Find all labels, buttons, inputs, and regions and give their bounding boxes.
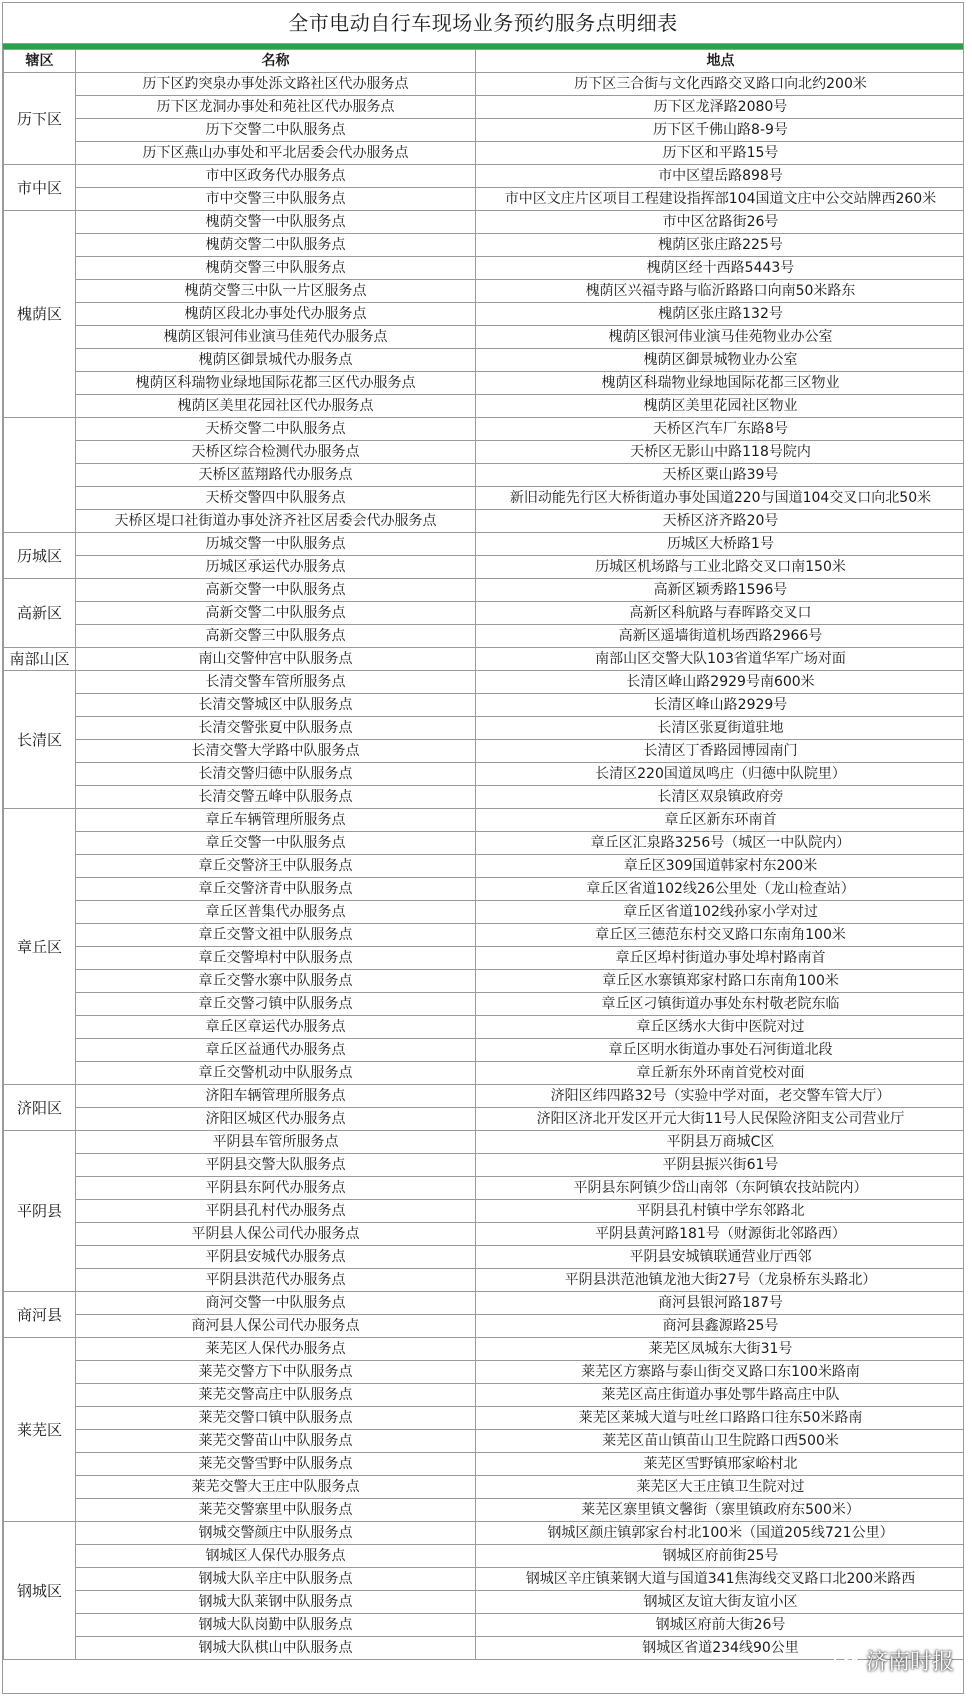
service-point-name: 商河交警一中队服务点 (76, 1292, 476, 1315)
district-cell: 槐荫区 (4, 211, 76, 418)
service-point-location: 钢城区友谊大街友谊小区 (476, 1591, 965, 1614)
service-point-location: 莱芜区方寨路与泰山街交叉路口东100米路南 (476, 1361, 965, 1384)
service-point-name: 钢城区人保代办服务点 (76, 1545, 476, 1568)
table-row (4, 556, 965, 579)
service-point-name: 槐荫区御景城代办服务点 (76, 349, 476, 372)
service-point-location: 莱芜区莱城大道与吐丝口路路口往东50米路南 (476, 1407, 965, 1430)
table-row (4, 1085, 965, 1108)
service-point-location: 济阳区纬四路32号（实验中学对面，老交警车管大厅） (476, 1085, 965, 1108)
service-point-location: 市中区文庄片区项目工程建设指挥部104国道文庄中公交站牌西260米 (476, 188, 965, 211)
service-point-name: 槐荫交警三中队服务点 (76, 257, 476, 280)
service-point-location: 槐荫区美里花园社区物业 (476, 395, 965, 418)
table-row (4, 970, 965, 993)
service-point-location: 天桥区济齐路20号 (476, 510, 965, 533)
service-point-name: 章丘车辆管理所服务点 (76, 809, 476, 832)
table-row (4, 1039, 965, 1062)
table-row (4, 395, 965, 418)
table-row (4, 1384, 965, 1407)
table-row (4, 1522, 965, 1545)
service-point-name: 商河县人保公司代办服务点 (76, 1315, 476, 1338)
service-point-location: 新旧动能先行区大桥街道办事处国道220与国道104交叉口向北50米 (476, 487, 965, 510)
table-row (4, 740, 965, 763)
service-point-location: 长清区峰山路2929号 (476, 694, 965, 717)
service-point-name: 长清交警归德中队服务点 (76, 763, 476, 786)
table-row (4, 326, 965, 349)
district-cell: 钢城区 (4, 1522, 76, 1660)
district-cell: 高新区 (4, 579, 76, 648)
service-point-location: 莱芜区雪野镇邢家峪村北 (476, 1453, 965, 1476)
service-point-location: 平阴县黄河路181号（财源街北邻路西） (476, 1223, 965, 1246)
service-point-location: 章丘区省道102线26公里处（龙山检查站） (476, 878, 965, 901)
service-point-name: 钢城大队岗勤中队服务点 (76, 1614, 476, 1637)
service-point-location: 历下区千佛山路8-9号 (476, 119, 965, 142)
table-row (4, 1499, 965, 1522)
district-cell: 长清区 (4, 671, 76, 809)
district-cell: 章丘区 (4, 809, 76, 1085)
service-point-location: 章丘区明水街道办事处石河街道北段 (476, 1039, 965, 1062)
service-point-name: 莱芜交警大王庄中队服务点 (76, 1476, 476, 1499)
service-point-location: 平阴县振兴街61号 (476, 1154, 965, 1177)
service-point-location: 南部山区交警大队103省道华军广场对面 (476, 648, 965, 671)
table-row (4, 211, 965, 234)
table-row (4, 579, 965, 602)
service-point-name: 章丘交警刁镇中队服务点 (76, 993, 476, 1016)
service-point-location: 历下区三合街与文化西路交叉路口向北约200米 (476, 73, 965, 96)
service-point-name: 长清交警张夏中队服务点 (76, 717, 476, 740)
service-point-location: 槐荫区经十西路5443号 (476, 257, 965, 280)
service-point-name: 长清交警大学路中队服务点 (76, 740, 476, 763)
service-point-location: 钢城区颜庄镇郭家台村北100米（国道205线721公里） (476, 1522, 965, 1545)
table-row (4, 855, 965, 878)
table-row (4, 1131, 965, 1154)
table-row (4, 188, 965, 211)
service-point-name: 钢城大队棋山中队服务点 (76, 1637, 476, 1660)
service-point-name: 历下区龙洞办事处和苑社区代办服务点 (76, 96, 476, 119)
service-point-name: 槐荫区银河伟业演马佳苑代办服务点 (76, 326, 476, 349)
service-point-location: 莱芜区苗山镇苗山卫生院路口西500米 (476, 1430, 965, 1453)
table-row (4, 349, 965, 372)
table-row (4, 73, 965, 96)
service-point-location: 天桥区汽车厂东路8号 (476, 418, 965, 441)
service-point-name: 历城交警一中队服务点 (76, 533, 476, 556)
service-point-location: 平阴县东阿镇少岱山南邻（东阿镇农技站院内） (476, 1177, 965, 1200)
district-cell: 莱芜区 (4, 1338, 76, 1522)
table-row (4, 464, 965, 487)
table-row (4, 763, 965, 786)
table-row (4, 533, 965, 556)
service-point-name: 平阴县人保公司代办服务点 (76, 1223, 476, 1246)
table-row (4, 257, 965, 280)
service-point-location: 天桥区无影山中路118号院内 (476, 441, 965, 464)
table-row (4, 993, 965, 1016)
service-point-name: 章丘交警文祖中队服务点 (76, 924, 476, 947)
service-point-name: 槐荫区美里花园社区代办服务点 (76, 395, 476, 418)
table-row (4, 786, 965, 809)
service-point-location: 平阴县孔村镇中学东邻路北 (476, 1200, 965, 1223)
service-point-name: 平阴县东阿代办服务点 (76, 1177, 476, 1200)
service-point-location: 钢城区辛庄镇莱钢大道与国道341焦海线交叉路口北200米路西 (476, 1568, 965, 1591)
header-row (4, 50, 965, 73)
table-row (4, 1430, 965, 1453)
service-point-name: 历下区燕山办事处和平北居委会代办服务点 (76, 142, 476, 165)
service-point-location: 章丘区水寨镇郑家村路口东南角100米 (476, 970, 965, 993)
service-point-location: 商河县鑫源路25号 (476, 1315, 965, 1338)
service-point-location: 高新区颖秀路1596号 (476, 579, 965, 602)
service-point-name: 章丘交警机动中队服务点 (76, 1062, 476, 1085)
table-row (4, 372, 965, 395)
district-cell (4, 418, 76, 533)
table-row (4, 924, 965, 947)
table-row (4, 1177, 965, 1200)
service-point-name: 钢城大队辛庄中队服务点 (76, 1568, 476, 1591)
service-point-location: 钢城区府前大街26号 (476, 1614, 965, 1637)
service-point-location: 莱芜区凤城东大街31号 (476, 1338, 965, 1361)
service-point-location: 平阴县万商城C区 (476, 1131, 965, 1154)
service-point-location: 章丘新东外环南首党校对面 (476, 1062, 965, 1085)
header-location: 地点 (476, 50, 965, 73)
table-row (4, 717, 965, 740)
service-point-name: 平阴县洪范代办服务点 (76, 1269, 476, 1292)
service-point-location: 长清区双泉镇政府旁 (476, 786, 965, 809)
district-cell: 商河县 (4, 1292, 76, 1338)
table-row (4, 1154, 965, 1177)
table-row (4, 648, 965, 671)
service-point-location: 章丘区埠村街道办事处埠村路南首 (476, 947, 965, 970)
service-point-name: 高新交警一中队服务点 (76, 579, 476, 602)
header-name: 名称 (76, 50, 476, 73)
table-row (4, 165, 965, 188)
district-cell: 济阳区 (4, 1085, 76, 1131)
service-point-name: 历下交警二中队服务点 (76, 119, 476, 142)
service-point-location: 历下区龙泽路2080号 (476, 96, 965, 119)
district-cell: 平阴县 (4, 1131, 76, 1292)
service-point-name: 莱芜交警方下中队服务点 (76, 1361, 476, 1384)
header-district: 辖区 (4, 50, 76, 73)
service-point-name: 南山交警仲宫中队服务点 (76, 648, 476, 671)
table-row (4, 1062, 965, 1085)
table-row (4, 1476, 965, 1499)
service-point-name: 高新交警三中队服务点 (76, 625, 476, 648)
service-point-location: 长清区220国道凤鸣庄（归德中队院里） (476, 763, 965, 786)
service-point-name: 济阳区城区代办服务点 (76, 1108, 476, 1131)
service-point-name: 平阴县车管所服务点 (76, 1131, 476, 1154)
service-point-location: 平阴县安城镇联通营业厅西邻 (476, 1246, 965, 1269)
table-title: 全市电动自行车现场业务预约服务点明细表 (3, 3, 963, 44)
table-row (4, 1407, 965, 1430)
table-row (4, 441, 965, 464)
service-point-location: 钢城区省道234线90公里 (476, 1637, 965, 1660)
service-point-name: 历下区趵突泉办事处泺文路社区代办服务点 (76, 73, 476, 96)
service-point-location: 章丘区三德范东村交叉路口东南角100米 (476, 924, 965, 947)
service-point-name: 章丘区益通代办服务点 (76, 1039, 476, 1062)
service-point-location: 槐荫区银河伟业演马佳苑物业办公室 (476, 326, 965, 349)
service-point-name: 章丘交警济青中队服务点 (76, 878, 476, 901)
table-row (4, 119, 965, 142)
table-row (4, 1200, 965, 1223)
service-point-name: 槐荫交警一中队服务点 (76, 211, 476, 234)
service-point-location: 历城区大桥路1号 (476, 533, 965, 556)
service-point-name: 天桥交警二中队服务点 (76, 418, 476, 441)
table-row (4, 809, 965, 832)
service-point-location: 槐荫区御景城物业办公室 (476, 349, 965, 372)
service-point-name: 济阳车辆管理所服务点 (76, 1085, 476, 1108)
service-point-location: 章丘区刁镇街道办事处东村敬老院东临 (476, 993, 965, 1016)
service-point-location: 天桥区粟山路39号 (476, 464, 965, 487)
service-point-name: 莱芜交警高庄中队服务点 (76, 1384, 476, 1407)
table-row (4, 625, 965, 648)
service-point-location: 章丘区309国道韩家村东200米 (476, 855, 965, 878)
service-points-table (3, 49, 964, 1660)
table-row (4, 510, 965, 533)
table-row (4, 1269, 965, 1292)
table-row (4, 142, 965, 165)
service-point-location: 市中区岔路街26号 (476, 211, 965, 234)
table-row (4, 1568, 965, 1591)
service-point-location: 历城区机场路与工业北路交叉口南150米 (476, 556, 965, 579)
service-point-name: 平阴县交警大队服务点 (76, 1154, 476, 1177)
service-point-name: 平阴县安城代办服务点 (76, 1246, 476, 1269)
service-point-name: 钢城大队莱钢中队服务点 (76, 1591, 476, 1614)
table-row (4, 1292, 965, 1315)
service-point-location: 章丘区汇泉路3256号（城区一中队院内） (476, 832, 965, 855)
service-point-name: 章丘交警水寨中队服务点 (76, 970, 476, 993)
service-point-location: 长清区峰山路2929号南600米 (476, 671, 965, 694)
table-row (4, 280, 965, 303)
service-point-name: 长清交警城区中队服务点 (76, 694, 476, 717)
service-point-location: 高新区遥墙街道机场西路2966号 (476, 625, 965, 648)
schedule-sheet (2, 2, 964, 1694)
service-point-location: 槐荫区张庄路132号 (476, 303, 965, 326)
service-point-name: 槐荫区段北办事处代办服务点 (76, 303, 476, 326)
service-point-location: 商河县银河路187号 (476, 1292, 965, 1315)
table-row (4, 1591, 965, 1614)
service-point-location: 莱芜区寨里镇文馨街（寨里镇政府东500米） (476, 1499, 965, 1522)
table-row (4, 694, 965, 717)
table-row (4, 1108, 965, 1131)
service-point-name: 长清交警车管所服务点 (76, 671, 476, 694)
table-row (4, 1361, 965, 1384)
watermark-text: 济南时报 (865, 1650, 954, 1675)
table-row (4, 1223, 965, 1246)
table-row (4, 1246, 965, 1269)
service-point-location: 章丘区绣水大街中医院对过 (476, 1016, 965, 1039)
district-cell: 历城区 (4, 533, 76, 579)
service-point-location: 长清区丁香路园博园南门 (476, 740, 965, 763)
service-point-name: 章丘交警埠村中队服务点 (76, 947, 476, 970)
service-point-name: 历城区承运代办服务点 (76, 556, 476, 579)
service-point-name: 钢城交警颜庄中队服务点 (76, 1522, 476, 1545)
service-point-location: 章丘区新东环南首 (476, 809, 965, 832)
service-point-name: 天桥交警四中队服务点 (76, 487, 476, 510)
table-row (4, 1016, 965, 1039)
service-point-name: 平阴县孔村代办服务点 (76, 1200, 476, 1223)
table-row (4, 96, 965, 119)
table-row (4, 418, 965, 441)
service-point-name: 槐荫交警二中队服务点 (76, 234, 476, 257)
service-point-name: 高新交警二中队服务点 (76, 602, 476, 625)
table-row (4, 1338, 965, 1361)
table-row (4, 602, 965, 625)
table-row (4, 947, 965, 970)
table-row (4, 901, 965, 924)
service-point-name: 莱芜区人保代办服务点 (76, 1338, 476, 1361)
service-point-name: 莱芜交警雪野中队服务点 (76, 1453, 476, 1476)
service-point-location: 槐荫区张庄路225号 (476, 234, 965, 257)
district-cell: 南部山区 (4, 648, 76, 671)
service-point-location: 莱芜区大王庄镇卫生院对过 (476, 1476, 965, 1499)
service-point-name: 长清交警五峰中队服务点 (76, 786, 476, 809)
table-row (4, 878, 965, 901)
watermark (834, 1645, 954, 1676)
table-row (4, 487, 965, 510)
service-point-location: 钢城区府前街25号 (476, 1545, 965, 1568)
service-point-name: 章丘区章运代办服务点 (76, 1016, 476, 1039)
table-row (4, 1315, 965, 1338)
service-point-name: 市中区政务代办服务点 (76, 165, 476, 188)
service-point-location: 市中区望岳路898号 (476, 165, 965, 188)
service-point-location: 高新区科航路与春晖路交叉口 (476, 602, 965, 625)
service-point-name: 莱芜交警寨里中队服务点 (76, 1499, 476, 1522)
table-row (4, 1453, 965, 1476)
service-point-name: 天桥区堤口社街道办事处济齐社区居委会代办服务点 (76, 510, 476, 533)
service-point-name: 莱芜交警苗山中队服务点 (76, 1430, 476, 1453)
service-point-location: 长清区张夏街道驻地 (476, 717, 965, 740)
service-point-name: 槐荫区科瑞物业绿地国际花都三区代办服务点 (76, 372, 476, 395)
service-point-name: 天桥区综合检测代办服务点 (76, 441, 476, 464)
table-row (4, 303, 965, 326)
service-point-name: 槐荫交警三中队一片区服务点 (76, 280, 476, 303)
service-point-location: 平阴县洪范池镇龙池大街27号（龙泉桥东头路北） (476, 1269, 965, 1292)
table-row (4, 832, 965, 855)
service-point-location: 历下区和平路15号 (476, 142, 965, 165)
table-row (4, 234, 965, 257)
service-point-name: 章丘交警一中队服务点 (76, 832, 476, 855)
service-point-location: 莱芜区高庄街道办事处鄂牛路高庄中队 (476, 1384, 965, 1407)
table-body (4, 73, 965, 1660)
table-row (4, 671, 965, 694)
service-point-name: 天桥区蓝翔路代办服务点 (76, 464, 476, 487)
service-point-location: 槐荫区科瑞物业绿地国际花都三区物业 (476, 372, 965, 395)
wechat-icon (834, 1650, 860, 1672)
service-point-location: 章丘区省道102线孙家小学对过 (476, 901, 965, 924)
table-row (4, 1637, 965, 1660)
service-point-name: 章丘交警济王中队服务点 (76, 855, 476, 878)
table-row (4, 1614, 965, 1637)
service-point-location: 济阳区济北开发区开元大街11号人民保险济阳支公司营业厅 (476, 1108, 965, 1131)
table-row (4, 1545, 965, 1568)
service-point-name: 莱芜交警口镇中队服务点 (76, 1407, 476, 1430)
service-point-name: 市中交警三中队服务点 (76, 188, 476, 211)
district-cell: 历下区 (4, 73, 76, 165)
service-point-location: 槐荫区兴福寺路与临沂路路口向南50米路东 (476, 280, 965, 303)
district-cell: 市中区 (4, 165, 76, 211)
service-point-name: 章丘区普集代办服务点 (76, 901, 476, 924)
